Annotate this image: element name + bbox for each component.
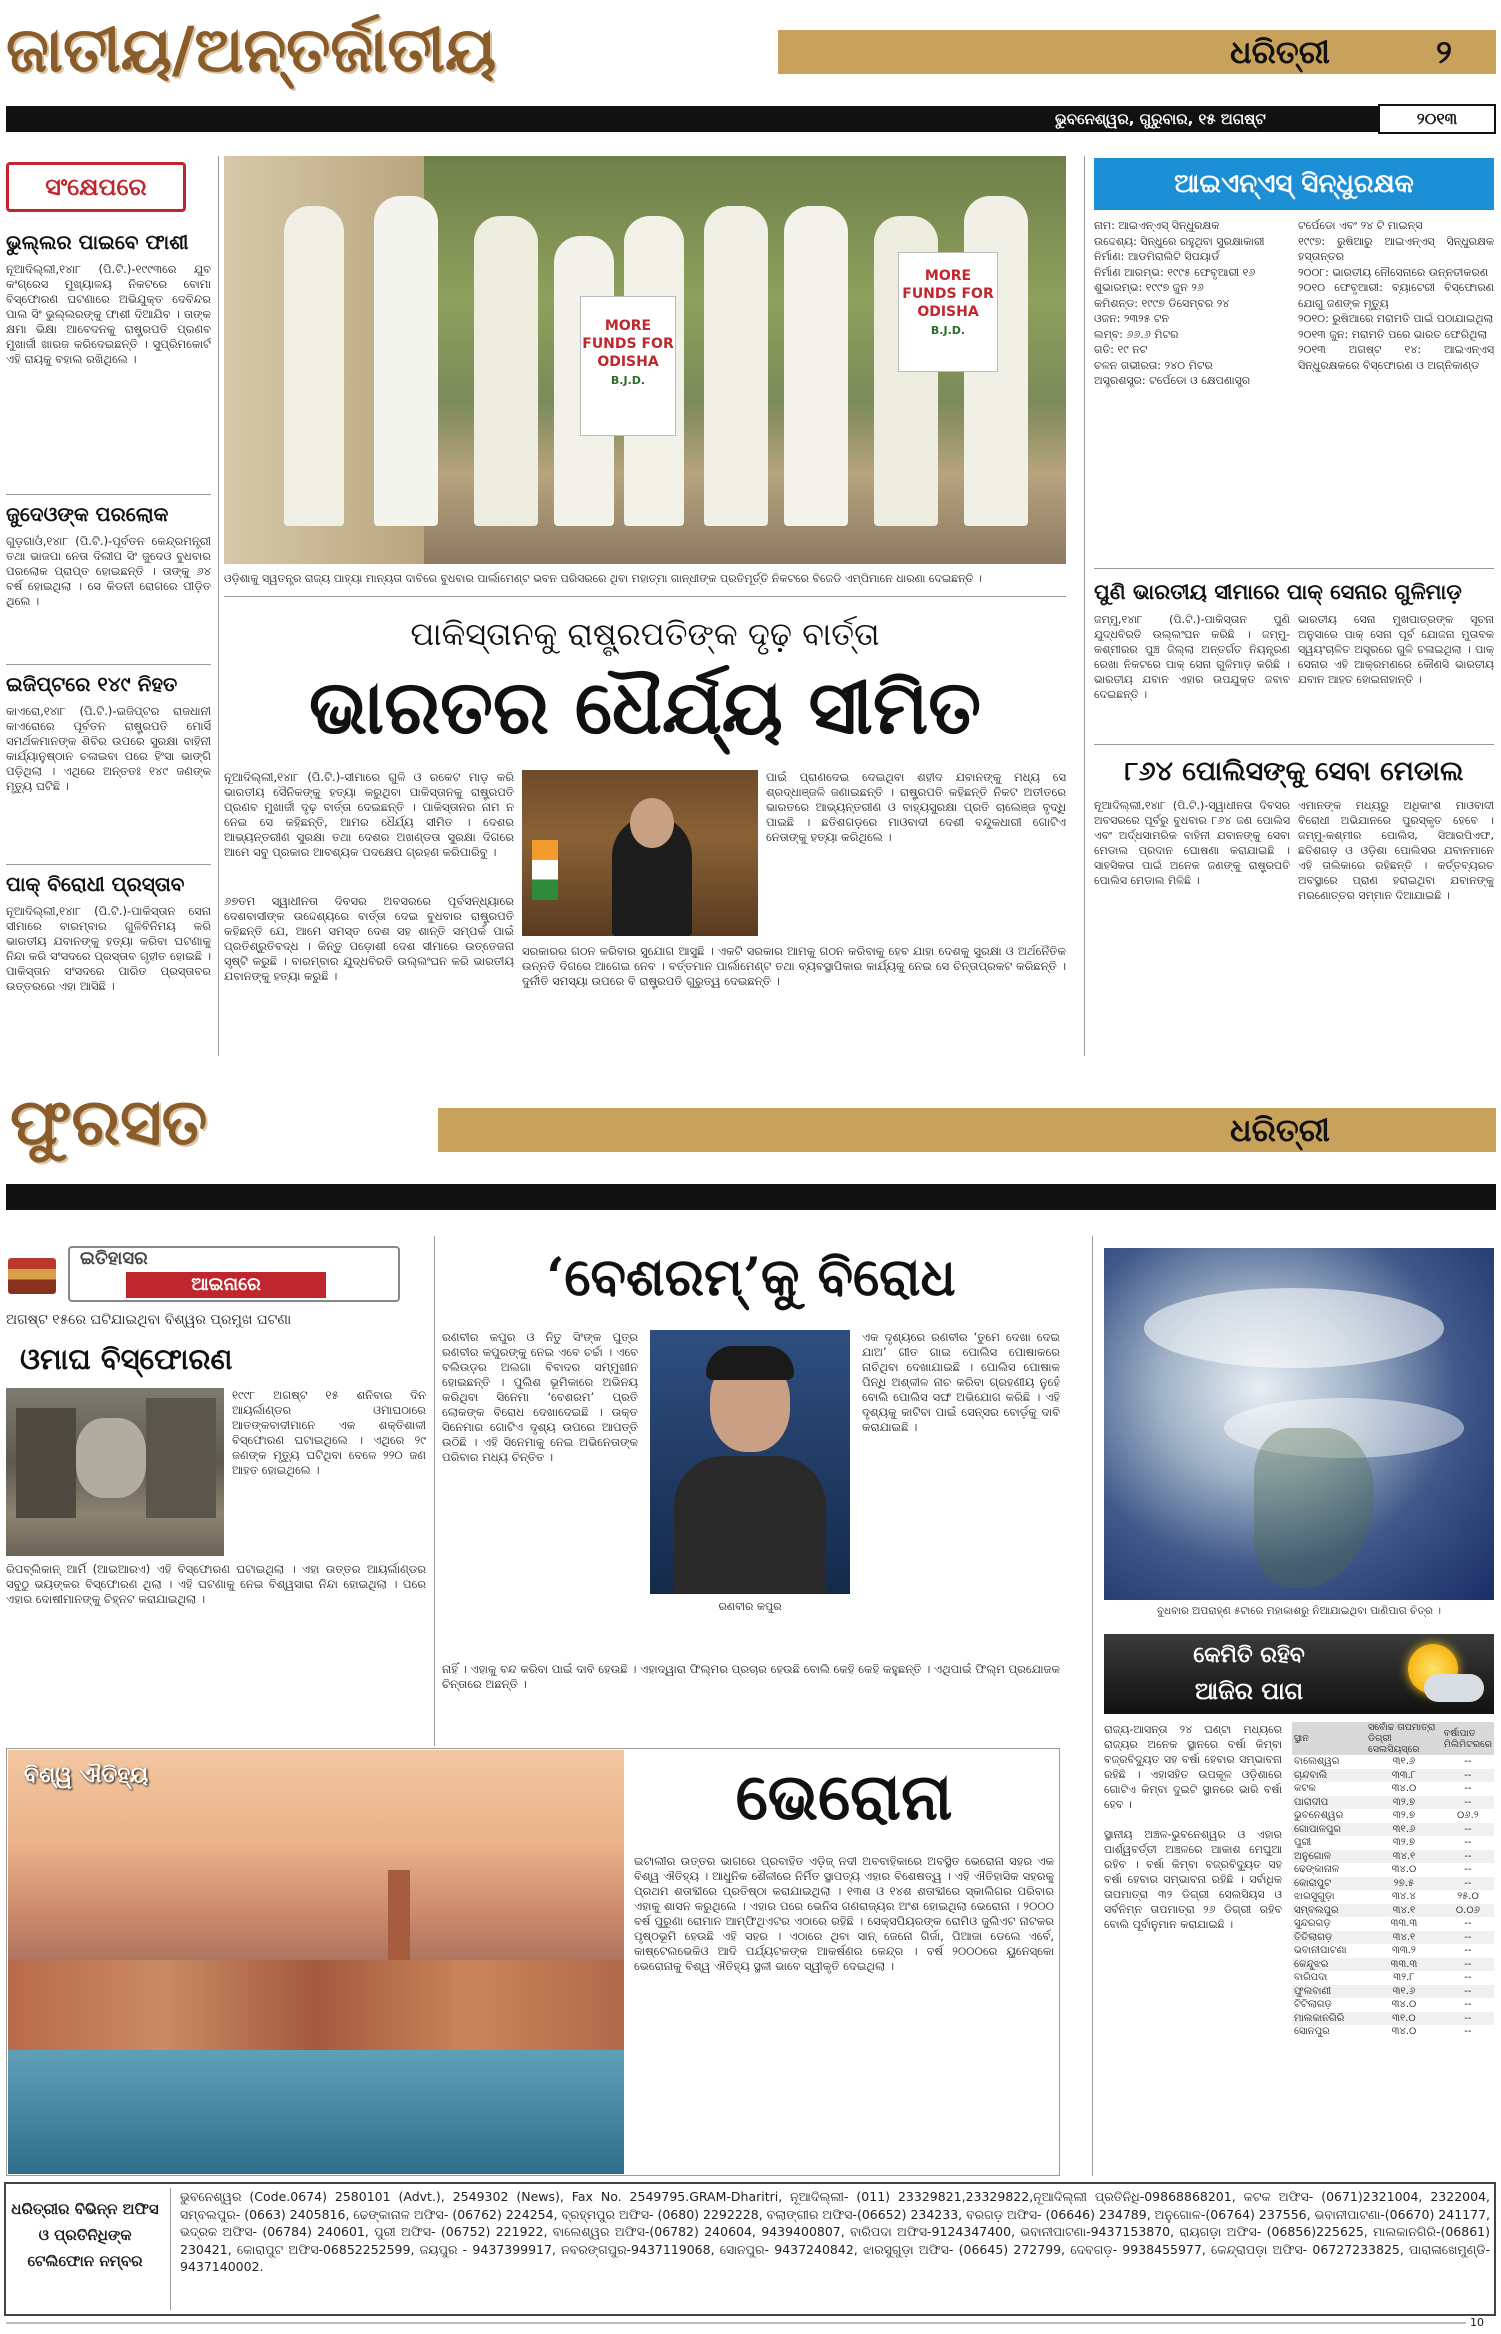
weather-rain: -- (1464, 1877, 1472, 1889)
weather-temp: ୩୪.୦ (1391, 2026, 1417, 2038)
weather-place: ମାଲକାନଗିରି (1294, 2012, 1345, 2024)
weather-temp: ୨୭.୫ (1393, 1877, 1415, 1889)
weather-row (1292, 1890, 1494, 1904)
weather-temp: ୩୪.୧ (1392, 1931, 1416, 1943)
weather-row (1292, 1931, 1494, 1945)
police-column-2: ଏମାନଙ୍କ ମଧ୍ୟରୁ ଅଧିକାଂଶ ମାଓବାଦୀ ବିରୋଧୀ ଅଭିଯାନରେ ପୁରସ୍କୃତ ହେବେ । ଜମ୍ମୁ-କଶ୍ମୀର ପୋଲିସ, ସିଆରପିଏଫ, ଛତିଶଗଡ଼ ଓ ଓଡ଼ିଶା ପୋଲିସର ଯବାନମାନେ ଏହି ତାଲିକାରେ ରହିଛନ୍ତି । କର୍ତ୍ତବ୍ୟରତ ଅବସ୍ଥାରେ ପ୍ରାଣ ହରାଇଥିବା ଯବାନଙ୍କୁ ମରଣୋତ୍ତର ସମ୍ମାନ ଦିଆଯାଇଛି । (1298, 799, 1494, 902)
weather-rain: -- (1464, 2012, 1472, 2024)
weather-place: ଝାରସୁଗୁଡ଼ା (1294, 1891, 1335, 1903)
brief-body: ଗୁଡ଼ଗାଓଁ,୧୪ା୮ (ପି.ଟି.)-ପୂର୍ବତନ କେନ୍ଦ୍ରମନ୍ତ୍ରୀ ତଥା ଭାଜପା ନେତା ଦିଲୀପ ସିଂ ଜୁଦେଓ ବୁଧବାର ପରଲୋକ ପ୍ରାପ୍ତ ହୋଇଛନ୍ତି । ତାଙ୍କୁ ୬୪ ବର୍ଷ ହୋଇଥିଲା । ସେ କିଡନୀ ରୋଗରେ ପୀଡ଼ିତ ଥିଲେ । (6, 534, 211, 608)
weather-place: ତିତିଲାଗଡ଼ (1294, 1931, 1333, 1943)
page-number-tab (1364, 30, 1392, 74)
weather-row (1292, 1850, 1494, 1864)
books-icon (8, 1258, 56, 1294)
weather-place: ଚାନ୍ଦବାଲି (1294, 1769, 1328, 1781)
contacts-label: ଧରିତ୍ରୀର ବିଭିନ୍ନ ଅଫିସ ଓ ପ୍ରତିନିଧିଙ୍କ ଟେଲିଫୋନ ନମ୍ବର (11, 2200, 159, 2270)
weather-title-bottom: ଆଜିର ପାଗ (1194, 1677, 1304, 1705)
weather-rain: -- (1464, 1931, 1472, 1943)
ins-facts-right: ଟର୍ପେଡୋ ଏବଂ ୨୪ ଟି ମାଇନ୍ସ ୧୯୯୭: ରୁଷିଆରୁ ଆଇଏନ୍‌ଏସ୍ ସିନ୍ଧୁରକ୍ଷକ ହସ୍ତାନ୍ତର ୨୦୦୮: ଭାରତୀୟ ନୌସେନାରେ ଉନ୍ନତୀକରଣ ୨୦୧୦ ଫେବୃଆରୀ: ବ୍ୟାଟେରୀ ବିସ୍ଫୋରଣ ଯୋଗୁ ଜଣଙ୍କ ମୃତ୍ୟୁ ୨୦୧୦: ରୁଷିଆରେ ମରାମତି ପାଇଁ ପଠାଯାଇଥିଲା ୨୦୧୩ ଜୁନ: ମରାମତି ପରେ ଭାରତ ଫେରିଥିଲା ୨୦୧୩ ଅଗଷ୍ଟ ୧୪: ଆଇଏନ୍‌ଏସ୍ ସିନ୍ଧୁରକ୍ଷକରେ ବିସ୍ଫୋରଣ ଓ ଅଗ୍ନିକାଣ୍ଡ (1298, 219, 1494, 372)
lead-kicker: ପାକିସ୍ତାନକୁ ରାଷ୍ଟ୍ରପତିଙ୍କ ଦୃଢ଼ ବାର୍ତ୍ତା (410, 615, 880, 653)
column-divider (434, 1236, 435, 1746)
weather-place: ଫୁଲବାଣୀ (1294, 1985, 1332, 1997)
cloud-band (1144, 1288, 1444, 1368)
weather-temp: ୩୧.୬ (1392, 1985, 1416, 1997)
weather-row (1292, 1985, 1494, 1999)
weather-rain: -- (1464, 1972, 1472, 1984)
placard-party: B.J.D. (930, 324, 966, 337)
divider (170, 2188, 171, 2310)
lead-headline: ଭାରତର ଧୈର୍ଯ୍ୟ ସୀମିତ (308, 665, 982, 751)
river (8, 2050, 624, 2174)
verona-photo (8, 1750, 624, 2174)
weather-place: ବାରିପଦା (1294, 1972, 1328, 1984)
weather-rain: -- (1464, 1864, 1472, 1876)
weather-header-temp: ସର୍ବୋଚ୍ଚ ତାପମାତ୍ରା ଡିଗ୍ରୀ ସେଲସିୟସ୍‌ରେ (1366, 1722, 1442, 1755)
weather-row (1292, 1782, 1494, 1796)
photo-caption: ଓଡ଼ିଶାକୁ ସ୍ୱତନ୍ତ୍ର ରାଜ୍ୟ ପାହ୍ୟା ମାନ୍ୟତା ଦାବିରେ ବୁଧବାର ପାର୍ଲାମେଣ୍ଟ ଭବନ ପରିସରରେ ଥିବା ମହାତ୍ମା ଗାନ୍ଧୀଙ୍କ ପ୍ରତିମୂର୍ତ୍ତି ନିକଟରେ ବିଜେଡି ଏମ୍ପିମାନେ ଧାରଣା ଦେଇଛନ୍ତି । (224, 572, 982, 585)
smoke (76, 1418, 146, 1498)
brief-body: ନୂଆଦିଲ୍ଲୀ,୧୪ା୮ (ପି.ଟି.)-୧୯୯୩ରେ ଯୁବ କଂଗ୍ରେସ ମୁଖ୍ୟାଳୟ ନିକଟରେ ବୋମା ବିସ୍ଫୋରଣ ଘଟଣାରେ ଅଭିଯୁକ୍ତ ଦେବିନ୍ଦର ପାଲ ସିଂ ଭୁଲ୍ଲରଙ୍କୁ ଫାଶୀ ଦିଆଯିବ । ତାଙ୍କ କ୍ଷମା ଭିକ୍ଷା ଆବେଦନକୁ ରାଷ୍ଟ୍ରପତି ପ୍ରଣବ ମୁଖାର୍ଜୀ ଖାରଜ କରିଦେଇଛନ୍ତି । ସୁପ୍ରିମକୋର୍ଟ ଏହି ରାୟକୁ ବହାଲ ରଖିଥିଲେ । (6, 262, 211, 366)
weather-row (1292, 1836, 1494, 1850)
weather-temp: ୩୪.୦ (1391, 1864, 1417, 1876)
weather-place: ଭବାନୀପାଟଣା (1294, 1945, 1347, 1957)
weather-place: ଅନୁଗୋଳ (1294, 1850, 1331, 1862)
weather-title-top: କେମିତି ରହିବ (1193, 1643, 1305, 1668)
divider (6, 494, 211, 495)
pak-column-2: ଭାରତୀୟ ସେନା ମୁଖପାତ୍ରଙ୍କ ସୂଚନା ଅନୁସାରେ ପାକ୍ ସେନା ପୂର୍ବ ଯୋଜନା ମୁତାବକ ସ୍ୱୟଂଚାଳିତ ଅସ୍ତ୍ରରେ ଗୁଳି ଚଳାଇଥିଲା । ପାକ୍ ସେନାର ଏହି ଆକ୍ରମଣରେ କୌଣସି ଭାରତୀୟ ଯବାନ ଆହତ ହୋଇନାହାନ୍ତି । (1298, 613, 1494, 686)
year: ୨୦୧୩ (1416, 109, 1458, 128)
weather-rain: -- (1464, 1999, 1472, 2011)
weather-temp: ୩୩.୩ (1390, 1958, 1418, 1970)
brief-headline: ଇଜିପ୍ଟରେ ୧୪୯ ନିହତ (6, 672, 178, 696)
weather-place: କେନ୍ଦୁଝର (1294, 1958, 1329, 1970)
building (146, 1398, 216, 1518)
weather-temp: ୩୧.୦ (1392, 2012, 1416, 2024)
police-column-1: ନୂଆଦିଲ୍ଲୀ,୧୪ା୮ (ପି.ଟି.)-ସ୍ୱାଧୀନତା ଦିବସର ଅବସରରେ ପୂର୍ବରୁ ବୁଧବାର ୮୬୪ ଜଣ ପୋଲିସ ଏବଂ ଅର୍ଦ୍ଧସାମରିକ ବାହିନୀ ଯବାନଙ୍କୁ ସେବା ମେଡାଲ ପ୍ରଦାନ ଘୋଷଣା କରାଯାଇଛି । ସାହସିକତା ପାଇଁ ଅନେକ ଜଣଙ୍କୁ ରାଷ୍ଟ୍ରପତି ପୋଲିସ ମେଡାଲ ମିଳିଛି । (1094, 799, 1290, 887)
weather-place: ସୋନପୁର (1294, 2026, 1330, 2038)
column-divider (1092, 1236, 1093, 2176)
weather-temp: ୩୨.୭ (1392, 1796, 1415, 1808)
brief-headline: ଭୁଲ୍ଲର ପାଇବେ ଫାଶୀ (6, 230, 189, 254)
section-title: ଜାତୀୟ/ଅନ୍ତର୍ଜାତୀୟ (6, 13, 497, 86)
ranbir-photo (650, 1330, 850, 1594)
weather-row (1292, 1809, 1494, 1823)
placard-party: B.J.D. (610, 374, 646, 387)
date-line: ଭୁବନେଶ୍ୱର, ଗୁରୁବାର, ୧୫ ଅଗଷ୍ଟ (1055, 110, 1266, 128)
protest-placard (898, 252, 998, 372)
weather-temp: ୩୨.୮ (1393, 1972, 1415, 1984)
fursat-gold-bar (438, 1108, 1496, 1152)
weather-row (1292, 1904, 1494, 1918)
weather-temp: ୩୪.୦ (1391, 1783, 1417, 1795)
weather-temp: ୩୩.୩ (1390, 1918, 1418, 1930)
weather-place: ପାରାଦୀପ (1294, 1796, 1329, 1808)
weather-row (1292, 2025, 1494, 2039)
weather-temp: ୩୪.୧ (1392, 1904, 1416, 1916)
weather-header-place: ସ୍ଥାନ (1292, 1722, 1366, 1755)
weather-place: ଢେଙ୍କାନାଳ (1294, 1864, 1340, 1876)
briefs-label: ସଂକ୍ଷେପରେ (45, 172, 147, 201)
cloud-icon (1424, 1674, 1484, 1702)
person (284, 206, 344, 526)
weather-row (1292, 1796, 1494, 1810)
verona-headline: ଭେରୋନା (735, 1760, 953, 1835)
weather-row (1292, 1755, 1494, 1769)
weather-rain: -- (1464, 1958, 1472, 1970)
satellite-caption: ବୁଧବାର ଅପରାହ୍ଣ ୫ଟାରେ ମହାକାଶରୁ ନିଆଯାଇଥିବା ପାଣିପାଗ ଚିତ୍ର । (1157, 1605, 1441, 1617)
placard-text: MORE FUNDS FOR ODISHA (582, 318, 674, 370)
president-face (630, 798, 674, 848)
lead-bottom-text: ସରକାରର ଗଠନ କରିବାର ସୁଯୋଗ ଆସୁଛି । ଏକଟି ସରକାର ଆମକୁ ଗଠନ କରିବାକୁ ହେବ ଯାହା ଦେଶକୁ ସୁରକ୍ଷା ଓ ଅର୍ଥନୈତିକ ଉନ୍ନତି ଦିଗରେ ଆଗେଇ ନେବ । ବର୍ତ୍ତମାନ ପାର୍ଲାମେଣ୍ଟ ତଥା ବ୍ୟବସ୍ଥାପିକାର କାର୍ଯ୍ୟକୁ ନେଇ ସେ ଚିନ୍ତାପ୍ରକଟ କରିଛନ୍ତି । ଦୁର୍ନୀତି ସମସ୍ୟା ଉପରେ ବି ରାଷ୍ଟ୍ରପତି ଗୁରୁତ୍ୱ ଦେଇଛନ୍ତି । (522, 944, 1066, 988)
lead-column-1: ନୂଆଦିଲ୍ଲୀ,୧୪ା୮ (ପି.ଟି.)-ସୀମାରେ ଗୁଳି ଓ ରକେଟ ମାଡ଼ କରି ଭାରତୀୟ ସୈନିକଙ୍କୁ ହତ୍ୟା କରୁଥିବା ପାକିସ୍ତାନକୁ ରାଷ୍ଟ୍ରପତି ପ୍ରଣବ ମୁଖାର୍ଜୀ ଦୃଢ଼ ବାର୍ତ୍ତା ଦେଇଛନ୍ତି । ପାକିସ୍ତାନର ନାମ ନ ନେଇ ସେ କହିଛନ୍ତି, ଆମର ଧୈର୍ଯ୍ୟ ସୀମିତ । ଦେଶର ଆଭ୍ୟନ୍ତରୀଣ ସୁରକ୍ଷା ତଥା ଦେଶର ଅଖଣ୍ଡତା ସୁରକ୍ଷା ଦିଗରେ ଆମେ ସବୁ ପ୍ରକାର ଆବଶ୍ୟକ ପଦକ୍ଷେପ ଗ୍ରହଣ କରିପାରିବୁ । (224, 770, 514, 859)
ranbir-caption: ରଣବୀର କପୁର (718, 1600, 782, 1613)
history-logo (6, 1246, 402, 1302)
history-subtitle: ଅଗଷ୍ଟ ୧୫ରେ ଘଟିଯାଇଥିବା ବିଶ୍ୱର ପ୍ରମୁଖ ଘଟଣା (6, 1312, 292, 1328)
brief-body: କାଏରୋ,୧୪ା୮ (ପି.ଟି.)-ଇଜିପ୍ଟର ରାଜଧାନୀ କାଏରୋରେ ପୂର୍ବତନ ରାଷ୍ଟ୍ରପତି ମୋର୍ସି ସମର୍ଥକମାନଙ୍କ ଶିବିର ଉପରେ ସୁରକ୍ଷା ବାହିନୀ କାର୍ଯ୍ୟାନୁଷ୍ଠାନ ଚଳାଇବା ପରେ ହିଂସା ଭାଙ୍ଗି ପଡ଼ିଥିଲା । ଏଥିରେ ଅନ୍ତତଃ ୧୪୯ ଜଣଙ୍କ ମୃତ୍ୟୁ ଘଟିଛି । (6, 704, 211, 793)
weather-rain: -- (1464, 1769, 1472, 1781)
besharam-headline: ‘ବେଶରମ୍’କୁ ବିରୋଧ (546, 1247, 956, 1308)
lead-column-3: ପାଇଁ ପ୍ରାଣଦେଇ ଦେଇଥିବା ଶହୀଦ ଯବାନଙ୍କୁ ମଧ୍ୟ ସେ ଶ୍ରଦ୍ଧାଞ୍ଜଳି ଜଣାଇଛନ୍ତି । ରାଷ୍ଟ୍ରପତି କହିଛନ୍ତି ନିକଟ ଅତୀତରେ ଭାରତରେ ଆଭ୍ୟନ୍ତରୀଣ ଓ ବାହ୍ୟସୁରକ୍ଷା ପ୍ରତି ଚାଲେଞ୍ଜ ବୃଦ୍ଧି ପାଇଛି । ଛତିଶଗଡ଼ରେ ମାଓବାଦୀ ଦେଶୀ ବନ୍ଦୁକଧାରୀ ଗୋଟିଏ ନେତାଙ୍କୁ ହତ୍ୟା କରିଥିଲେ । (766, 770, 1066, 844)
verona-body: ଇଟାଲୀର ଉତ୍ତର ଭାଗରେ ପ୍ରବାହିତ ଏଡ଼ିଜ୍ ନଦୀ ଅବବାହିକାରେ ଅବସ୍ଥିତ ଭେରୋନା ସହର ଏକ ବିଶ୍ୱ ଐତିହ୍ୟ । ଆଧୁନିକ ଶୈଳୀରେ ନିର୍ମିତ ସ୍ଥାପତ୍ୟ ଏହାର ବିଶେଷତ୍ୱ । ଏହି ଐତିହାସିକ ସହରକୁ ପ୍ରଥମ ଶତାବ୍ଦୀରେ ପ୍ରତିଷ୍ଠା କରାଯାଇଥିଲା । ୧୩ଶ ଓ ୧୪ଶ ଶତାବ୍ଦୀରେ ସ୍କାଲିଗର ପରିବାର ଏହାକୁ ଶାସନ କରୁଥିଲେ । ଏହାର ପରେ ଭେନିସ ଗଣରାଜ୍ୟର ଅଂଶ ହୋଇଥିଲା ଭେରୋନା । ୨୦୦୦ ବର୍ଷ ପୁରୁଣା ରୋମାନ ଆମ୍ଫିଥିଏଟର ଏଠାରେ ରହିଛି । ସେକ୍ସପିୟରଙ୍କ ରୋମିଓ ଜୁଲିଏଟ ନାଟକର ପୃଷ୍ଠଭୂମି ହେଉଛି ଏହି ସହର । ଏଠାରେ ଥିବା ସାନ୍ ଜେନୋ ଗିର୍ଜା, ପିଆଜା ଡେଲେ ଏର୍ବେ, କାଷ୍ଟେଲଭେକିଓ ଆଦି ପର୍ଯ୍ୟଟକଙ୍କ ଆକର୍ଷଣର କେନ୍ଦ୍ର । ବର୍ଷ ୨୦୦୦ରେ ୟୁନେସ୍କୋ ଭେରୋନାକୁ ବିଶ୍ୱ ଐତିହ୍ୟ ସ୍ଥଳୀ ଭାବେ ସ୍ୱୀକୃତି ଦେଇଥିଲା । (634, 1854, 1054, 1973)
brief-body: ନୂଆଦିଲ୍ଲୀ,୧୪ା୮ (ପି.ଟି.)-ପାକିସ୍ତାନ ସେନା ସୀମାରେ ବାରମ୍ବାର ଗୁଳିବିନିମୟ କରି ଭାରତୀୟ ଯବାନଙ୍କୁ ହତ୍ୟା କରିବା ଘଟଣାକୁ ନିନ୍ଦା କରି ସଂସଦରେ ପ୍ରସ୍ତାବ ଗୃହୀତ ହୋଇଛି । ପାକିସ୍ତାନ ସଂସଦରେ ପାରିତ ପ୍ରସ୍ତାବର ଉତ୍ତରରେ ଏହା ଆସିଛି । (6, 904, 211, 993)
weather-rain: -- (1464, 1945, 1472, 1957)
weather-temp: ୩୩.୮ (1391, 1769, 1416, 1781)
lead-column-2: ୬୭ତମ ସ୍ୱାଧୀନତା ଦିବସର ଅବସରରେ ପୂର୍ବସନ୍ଧ୍ୟାରେ ଦେଶବାସୀଙ୍କ ଉଦ୍ଦେଶ୍ୟରେ ବାର୍ତ୍ତା ଦେଇ ବୁଧବାର ରାଷ୍ଟ୍ରପତି କହିଛନ୍ତି ଯେ, ଆମେ ସମସ୍ତ ଦେଶ ସହ ଶାନ୍ତି ସମ୍ପର୍କ ପାଇଁ ପ୍ରତିଶ୍ରୁତିବଦ୍ଧ । କିନ୍ତୁ ପଡ଼ୋଶୀ ଦେଶ ସୀମାରେ ଉତ୍ତେଜନା ସୃଷ୍ଟି କରୁଛି । ବାରମ୍ବାର ଯୁଦ୍ଧବିରତି ଉଲ୍ଲଂଘନ କରି ଭାରତୀୟ ଯବାନଙ୍କୁ ହତ୍ୟା କରୁଛି । (224, 894, 514, 983)
weather-row (1292, 1917, 1494, 1931)
weather-temp: ୩୧.୬ (1392, 1823, 1416, 1835)
weather-place: ଗୋପାଳପୁର (1294, 1823, 1342, 1835)
weather-place: ସୁନ୍ଦରଗଡ଼ (1294, 1918, 1331, 1930)
person (374, 196, 438, 526)
heritage-label: ବିଶ୍ୱ ଐତିହ୍ୟ (24, 1762, 149, 1788)
pak-headline: ପୁଣି ଭାରତୀୟ ସୀମାରେ ପାକ୍ ସେନାର ଗୁଳିମାଡ଼ (1094, 579, 1462, 604)
sun-cloud-icon (1394, 1640, 1488, 1710)
weather-place: ଭୁବନେଶ୍ୱର (1294, 1810, 1344, 1822)
weather-place: ସମ୍ବଲପୁର (1294, 1904, 1339, 1916)
weather-rain: ୦.୦୬ (1455, 1904, 1480, 1916)
weather-place: କଟକ (1294, 1783, 1316, 1795)
weather-place: କୋରାପୁଟ (1294, 1877, 1332, 1889)
history-logo-top: ଇତିହାସର (80, 1248, 148, 1269)
column-divider (218, 156, 219, 1056)
weather-temp: ୩୨.୭ (1392, 1810, 1415, 1822)
president-photo (522, 770, 758, 936)
weather-rain: ୨୫.୦ (1457, 1891, 1479, 1903)
person (784, 206, 848, 526)
weather-row (1292, 1769, 1494, 1783)
fursat-black-bar (6, 1184, 1496, 1210)
pak-column-1: ଜମ୍ମୁ,୧୪ା୮ (ପି.ଟି.)-ପାକିସ୍ତାନ ପୁଣି ଯୁଦ୍ଧବିରତି ଉଲ୍ଲଂଘନ କରିଛି । ଜମ୍ମୁ-କଶ୍ମୀରର ପୁଞ୍ଚ ଜିଲ୍ଲା ଅନ୍ତର୍ଗତ ନିୟନ୍ତ୍ରଣ ରେଖା ନିକଟରେ ପାକ୍ ସେନା ଗୁଳିମାଡ଼ କରିଛି । ଭାରତୀୟ ଯବାନ ଏହାର ଉପଯୁକ୍ତ ଜବାବ ଦେଇଛନ୍ତି । (1094, 613, 1290, 701)
folio: 10 (1470, 2316, 1484, 2329)
weather-row (1292, 1998, 1494, 2012)
weather-table-header (1292, 1722, 1494, 1755)
weather-place: ଟିଟିଲାଗଡ଼ (1294, 1999, 1332, 2011)
contacts-text: ଭୁବନେଶ୍ୱର (Code.0674) 2580101 (Advt.), 2549302 (News), Fax No. 2549795.GRAM-Dharitri, ନୂଆଦିଲ୍ଲୀ- (011) 23329821,23329822,ନୂଆଦିଲ୍ଲୀ ପ୍ରତିନିଧି-09868868201, କଟକ ଅଫିସ- (0671)2321004, 2322004, ସମ୍ବଲପୁର- (0663) 2405816, ଢେଙ୍କାନାଳ ଅଫିସ- (06762) 224254, ବ୍ରହ୍ମପୁର ଅଫିସ- (0680) 2292228, ବଲାଙ୍ଗୀର ଅଫିସ-(06652) 234233, ବରଗଡ଼ ଅଫିସ- (06646) 234789, ଅନୁଗୋଳ-(06764) 237556, ଭବାନୀପାଟଣା-(06670) 241177, ଭଦ୍ରକ ଅଫିସ- (06784) 240601, ପୁରୀ ଅଫିସ- (06752) 221922, ବାଲେଶ୍ୱର ଅଫିସ-(06782) 240604, 9439400807, ବାରିପଦା ଅଫିସ-9124347400, ଭବାନୀପାଟଣା-9437153870, ରାୟଗଡ଼ା ଅଫିସ- (06856)225625, ମାଲକାନଗିରି-(06861) 230421, କୋରାପୁଟ ଅଫିସ-06852252599, ଜୟପୁର - 9437399917, ନବରଙ୍ଗପୁର-9437119068, ସୋନପୁର- 9437240842, ଝାରସୁଗୁଡ଼ା ଅଫିସ- (06645) 272799, ଦେବଗଡ଼- 9938455977, କେନ୍ଦ୍ରାପଡ଼ା ଅଫିସ- 06727233825, ପାରାଳାଖେମୁଣ୍ଡି- 9437140002. (180, 2189, 1490, 2274)
divider (1094, 744, 1494, 745)
weather-table-wrap (1292, 1722, 1494, 2176)
page-number: ୨ (1436, 33, 1452, 71)
paper-name: ଧରିତ୍ରୀ (1230, 33, 1330, 71)
brief-headline: ଜୁଦେଓଙ୍କ ପରଲୋକ (6, 502, 169, 526)
besharam-column-2: ଏକ ଦୃଶ୍ୟରେ ରଣବୀର ‘ତୁମେ ଦେଖା ଦେଇ ଯାଅ’ ଗୀତ ଗାଇ ପୋଲିସ ପୋଷାକରେ ନାଚିଥିବା ଦେଖାଯାଇଛି । ପୋଲିସ ପୋଷାକ ପିନ୍ଧି ଅଶ୍ଳୀଳ ନାଚ କରିବା ଗ୍ରହଣୀୟ ନୁହେଁ ବୋଲି ପୋଲିସ ସଙ୍ଘ ଅଭିଯୋଗ କରିଛି । ଏହି ଦୃଶ୍ୟକୁ କାଟିବା ପାଇଁ ସେନ୍ସର ବୋର୍ଡ଼କୁ ଦାବି କରାଯାଇଛି । (862, 1330, 1060, 1434)
weather-rain: -- (1464, 1796, 1472, 1808)
brief-headline: ପାକ୍ ବିରୋଧୀ ପ୍ରସ୍ତାବ (6, 872, 185, 896)
weather-rain: -- (1464, 1823, 1472, 1835)
divider (224, 596, 1066, 597)
divider (6, 864, 211, 865)
police-headline: ୮୬୪ ପୋଲିସଙ୍କୁ ସେବା ମେଡାଲ (1124, 756, 1464, 787)
ins-headline: ଆଇଏନ୍‌ଏସ୍ ସିନ୍ଧୁରକ୍ଷକ (1174, 169, 1414, 199)
weather-rain: -- (1464, 1850, 1472, 1862)
ins-facts-left: ନାମ: ଆଇଏନ୍‌ଏସ୍ ସିନ୍ଧୁରକ୍ଷକ ଉଦ୍ଦେଶ୍ୟ: ସିନ୍ଧୁରେ ରହୁଥିବା ସୁରକ୍ଷାକାରୀ ନିର୍ମାଣ: ଆଡମିରାଲିଟି ସିପୟାର୍ଡ ନିର୍ମାଣ ଆରମ୍ଭ: ୧୯୯୫ ଫେବୃଆରୀ ୧୬ ଶୁଭାରମ୍ଭ: ୧୯୯୭ ଜୁନ ୨୬ କମିଶନ୍ଡ: ୧୯୯୭ ଡିସେମ୍ବର ୨୪ ଓଜନ: ୨୩୨୫ ଟନ ଲମ୍ବ: ୬୬.୬ ମିଟର ଗତି: ୧୯ ନଟ ଚଳନ ଗଭୀରତା: ୨୪୦ ମିଟର ଅସ୍ତ୍ରଶସ୍ତ୍ର: ଟର୍ପେଡୋ ଓ କ୍ଷେପଣାସ୍ତ୍ର (1094, 219, 1265, 387)
history-column: ୧୯୯୮ ଅଗଷ୍ଟ ୧୫ ଶନିବାର ଦିନ ଆୟର୍ଲାଣ୍ଡର ଓମାଘଠାରେ ଆତଙ୍କବାଦୀମାନେ ଏକ ଶକ୍ତିଶାଳୀ ବିସ୍ଫୋରଣ ଘଟାଇଥିଲେ । ଏଥିରେ ୨୯ ଜଣଙ୍କ ମୃତ୍ୟୁ ଘଟିଥିବା ବେଳେ ୨୨୦ ଜଣ ଆହତ ହୋଇଥିଲେ । (232, 1388, 426, 1477)
weather-place: ବାଲେଶ୍ୱର (1294, 1756, 1340, 1768)
weather-forecast: ରାଜ୍ୟ-ଆସନ୍ତା ୨୪ ଘଣ୍ଟା ମଧ୍ୟରେ ରାଜ୍ୟର ଅନେକ ସ୍ଥାନରେ ବର୍ଷା କିମ୍ବା ବଜ୍ରବିଦ୍ୟୁତ ସହ ବର୍ଷା ହେବାର ସମ୍ଭାବନା ରହିଛି । ଏହାସହିତ ଉପକୂଳ ଓଡ଼ିଶାରେ ଗୋଟିଏ କିମ୍ବା ଦୁଇଟି ସ୍ଥାନରେ ଭାରି ବର୍ଷା ହେବ । ସ୍ଥାନୀୟ ଅଞ୍ଚଳ-ଭୁବନେଶ୍ୱର ଓ ଏହାର ପାର୍ଶ୍ୱବର୍ତ୍ତୀ ଅଞ୍ଚଳରେ ଆକାଶ ମେଘୁଆ ରହିବ । ବର୍ଷା କିମ୍ବା ବଜ୍ରବିଦ୍ୟୁତ ସହ ବର୍ଷା ହେବାର ସମ୍ଭାବନା ରହିଛି । ସର୍ବାଧିକ ତାପମାତ୍ରା ୩୨ ଡିଗ୍ରୀ ସେଲସିୟସ ଓ ସର୍ବନିମ୍ନ ତାପମାତ୍ରା ୨୬ ଡିଗ୍ରୀ ରହିବ ବୋଲି ପୂର୍ବାନୁମାନ କରାଯାଇଛି । (1104, 1723, 1282, 1931)
weather-row (1292, 1877, 1494, 1891)
divider (6, 664, 211, 665)
divider (1094, 568, 1494, 569)
fursat-title: ଫୁରସତ (10, 1085, 208, 1160)
weather-rain: -- (1464, 1837, 1472, 1849)
weather-rain: ୦୬.୨ (1457, 1810, 1479, 1822)
footer-rule (6, 2322, 1466, 2324)
weather-header-rain: ବର୍ଷାପାତ ମିଲିମିଟରରେ (1442, 1722, 1494, 1755)
placard-text: MORE FUNDS FOR ODISHA (902, 268, 994, 320)
landmass (1254, 1428, 1374, 1588)
weather-temp: ୩୪.୪ (1391, 1891, 1416, 1903)
weather-table (1292, 1722, 1494, 2039)
city-rooftops (8, 1960, 624, 2050)
column-divider (1084, 156, 1085, 1056)
weather-place: ପୁରୀ (1294, 1837, 1312, 1849)
weather-rain: -- (1464, 1783, 1472, 1795)
weather-row (1292, 1823, 1494, 1837)
person-hair (706, 1346, 794, 1380)
weather-row (1292, 1958, 1494, 1972)
building (16, 1408, 76, 1518)
besharam-bottom-text: ନାହିଁ । ଏହାକୁ ବନ୍ଦ କରିବା ପାଇଁ ଦାବି ହେଉଛି । ଏହାଦ୍ୱାରା ଫିଲ୍ମର ପ୍ରଚାର ହେଉଛି ବୋଲି କେହି କେହି କହୁଛନ୍ତି । ଏଥିପାଇଁ ଫିଲ୍ମ ପ୍ରଯୋଜକ ଚିନ୍ତାରେ ଅଛନ୍ତି । (442, 1662, 1060, 1691)
omagh-photo (6, 1388, 224, 1556)
weather-row (1292, 1971, 1494, 1985)
weather-row (1292, 1944, 1494, 1958)
history-headline: ଓମାଘ ବିସ୍ଫୋରଣ (20, 1342, 233, 1376)
besharam-column-1: ରଣବୀର କପୁର ଓ ନିତୁ ସିଂଙ୍କ ପୁତ୍ର ରଣବୀର କପୁରଙ୍କୁ ନେଇ ଏବେ ଚର୍ଚ୍ଚା । ଏବେ ବଲିଉଡ଼ର ଅଲଗା ବିବାଦର ସମ୍ମୁଖୀନ ହୋଇଛନ୍ତି । ପୁଲିଶ ଭୂମିକାରେ ଅଭିନୟ କରିଥିବା ସିନେମା ‘ବେଶରମ’ ପ୍ରତି ଲୋକଙ୍କ ବିରୋଧ ଦେଖାଦେଇଛି । ଉକ୍ତ ସିନେମାର ଗୋଟିଏ ଦୃଶ୍ୟ ଉପରେ ଆପତ୍ତି ଉଠିଛି । ଏହି ସିନେମାକୁ ନେଇ ଅଭିନେତାଙ୍କ ପରିବାର ମଧ୍ୟ ଚିନ୍ତିତ । (442, 1330, 638, 1464)
protest-placard (580, 296, 676, 436)
bjd-protest-photo (224, 156, 1066, 564)
flag (532, 840, 558, 900)
weather-temp: ୩୩.୨ (1391, 1945, 1416, 1957)
weather-row (1292, 1863, 1494, 1877)
satellite-image (1104, 1248, 1494, 1600)
weather-rain: -- (1464, 1756, 1472, 1768)
weather-temp: ୩୪.୦ (1391, 1999, 1417, 2011)
history-bottom-text: ରିପବ୍ଲିକାନ୍ ଆର୍ମି (ଆଇଆରଏ) ଏହି ବିସ୍ଫୋରଣ ଘଟାଇଥିଲା । ଏହା ଉତ୍ତର ଆୟର୍ଲାଣ୍ଡର ସବୁଠୁ ଭୟଙ୍କର ବିସ୍ଫୋରଣ ଥିଲା । ଏହି ଘଟଣାକୁ ନେଇ ବିଶ୍ୱସାରା ନିନ୍ଦା ହୋଇଥିଲା । ପରେ ଏହାର ଦୋଷୀମାନଙ୍କୁ ଚିହ୍ନଟ କରାଯାଇଥିଲା । (6, 1562, 426, 1606)
weather-rain: -- (1464, 2026, 1472, 2038)
weather-rain: -- (1464, 1985, 1472, 1997)
weather-temp: ୩୨.୭ (1392, 1837, 1415, 1849)
weather-rain: -- (1464, 1918, 1472, 1930)
person-body (674, 1456, 826, 1594)
history-logo-bottom: ଆଇନାରେ (126, 1272, 326, 1298)
weather-temp: ୩୧.୬ (1392, 1756, 1416, 1768)
date-bar (6, 106, 1496, 132)
person (474, 216, 538, 526)
weather-row (1292, 2012, 1494, 2026)
person (704, 206, 768, 526)
fursat-paper-name: ଧରିତ୍ରୀ (1230, 1111, 1330, 1149)
weather-temp: ୩୪.୧ (1392, 1850, 1416, 1862)
